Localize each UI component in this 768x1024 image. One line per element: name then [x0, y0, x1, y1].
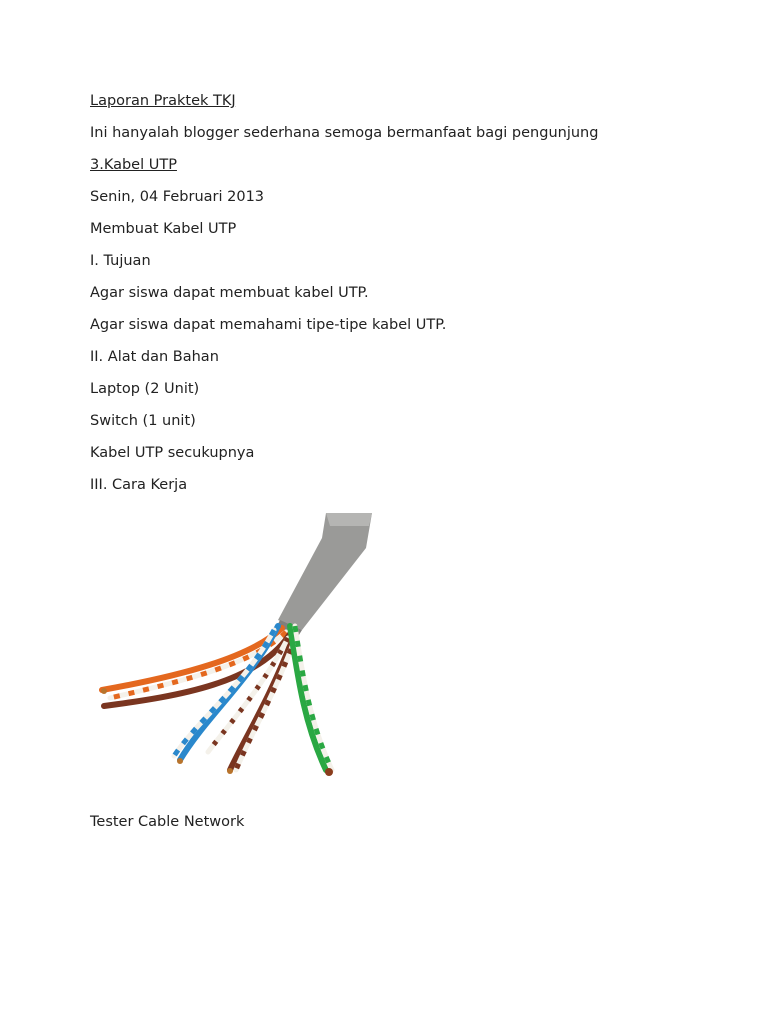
section-heading-tujuan: I. Tujuan: [90, 253, 151, 269]
post-date: Senin, 04 Februari 2013: [90, 189, 265, 205]
post-title-link[interactable]: 3.Kabel UTP: [90, 157, 177, 173]
objective-item: Agar siswa dapat memahami tipe-tipe kabel UTP.: [90, 317, 447, 333]
figure-caption: Tester Cable Network: [90, 814, 245, 830]
blog-description: Ini hanyalah blogger sederhana semoga bermanfaat bagi pengunjung: [90, 125, 599, 141]
material-item: Kabel UTP secukupnya: [90, 445, 255, 461]
objective-item: Agar siswa dapat membuat kabel UTP.: [90, 285, 369, 301]
material-item: Laptop (2 Unit): [90, 381, 200, 397]
section-heading-cara-kerja: III. Cara Kerja: [90, 477, 188, 493]
material-item: Switch (1 unit): [90, 413, 196, 429]
page-title-link[interactable]: Laporan Praktek TKJ: [90, 93, 236, 109]
section-heading-alat-bahan: II. Alat dan Bahan: [90, 349, 219, 365]
utp-cable-image: [90, 508, 380, 793]
post-heading: Membuat Kabel UTP: [90, 221, 237, 237]
